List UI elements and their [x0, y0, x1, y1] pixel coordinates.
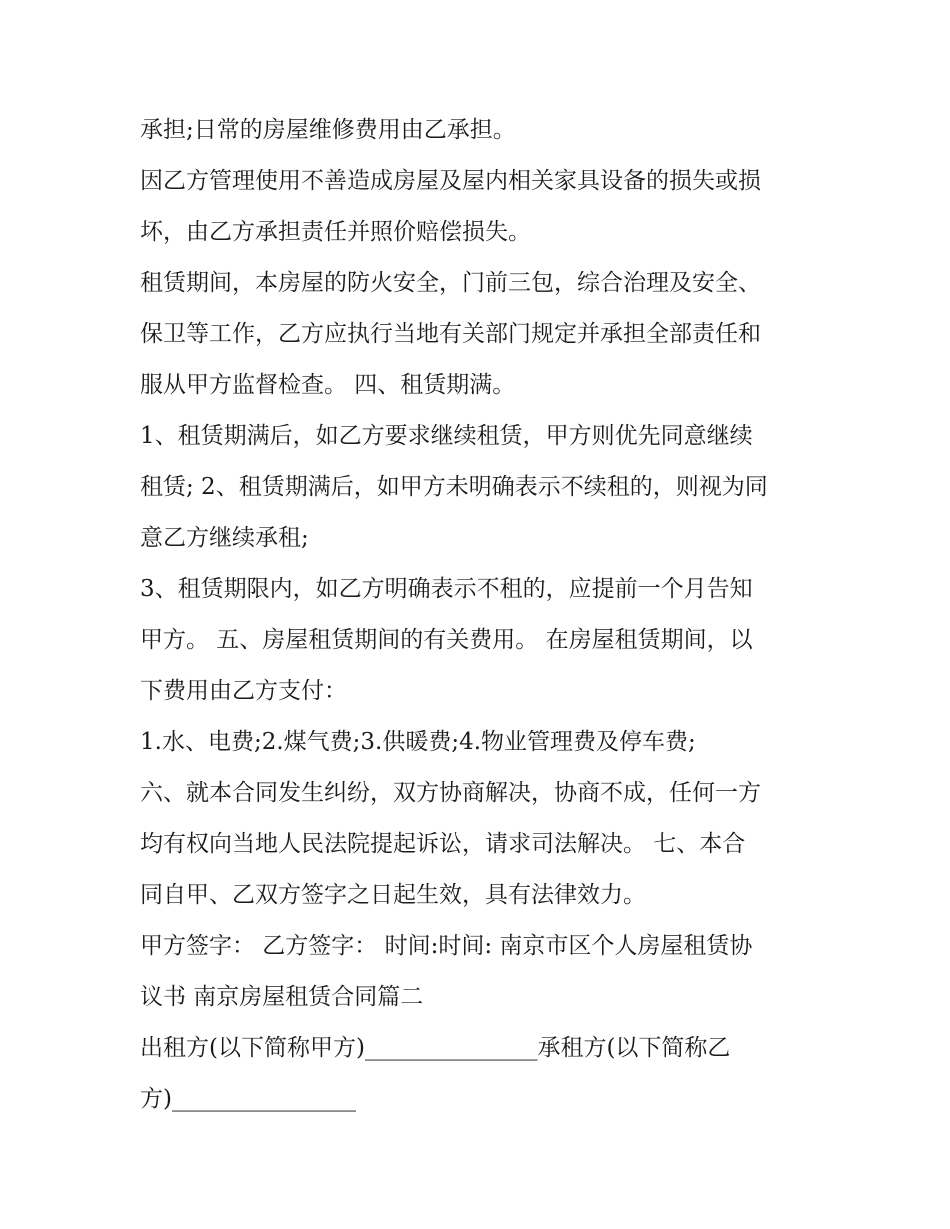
text-line: 均有权向当地人民法院提起诉讼，请求司法解决。 七、本合 — [140, 831, 746, 857]
text-line: 议书 南京房屋租赁合同篇二 — [140, 984, 424, 1010]
text-line: 出租方(以下简称甲方)_______________承租方(以下简称乙 — [140, 1035, 731, 1061]
text-line: 租赁; 2、租赁期满后，如甲方未明确表示不续租的，则视为同 — [140, 474, 768, 500]
text-line: 同自甲、乙双方签字之日起生效，具有法律效力。 — [140, 882, 646, 908]
text-line: 租赁期间，本房屋的防火安全，门前三包，综合治理及安全、 — [140, 270, 761, 296]
text-line: 保卫等工作，乙方应执行当地有关部门规定并承担全部责任和 — [140, 321, 761, 347]
text-line: 六、就本合同发生纠纷，双方协商解决，协商不成，任何一方 — [140, 780, 761, 806]
text-line: 承担;日常的房屋维修费用由乙承担。 — [140, 117, 516, 143]
text-line: 甲方签字： 乙方签字： 时间:时间: 南京市区个人房屋租赁协 — [140, 933, 753, 959]
text-line: 3、租赁期限内，如乙方明确表示不租的，应提前一个月告知 — [140, 576, 753, 602]
text-line: 1.水、电费;2.煤气费;3.供暖费;4.物业管理费及停车费; — [140, 729, 696, 755]
text-line: 下费用由乙方支付： — [140, 678, 347, 704]
text-line: 意乙方继续承租; — [140, 525, 309, 551]
text-line: 方)________________ — [140, 1086, 356, 1112]
text-line: 坏，由乙方承担责任并照价赔偿损失。 — [140, 219, 531, 245]
text-line: 甲方。 五、房屋租赁期间的有关费用。 在房屋租赁期间，以 — [140, 627, 753, 653]
text-line: 因乙方管理使用不善造成房屋及屋内相关家具设备的损失或损 — [140, 168, 761, 194]
text-line: 服从甲方监督检查。 四、租赁期满。 — [140, 372, 516, 398]
text-line: 1、租赁期满后，如乙方要求继续租赁，甲方则优先同意继续 — [140, 423, 753, 449]
